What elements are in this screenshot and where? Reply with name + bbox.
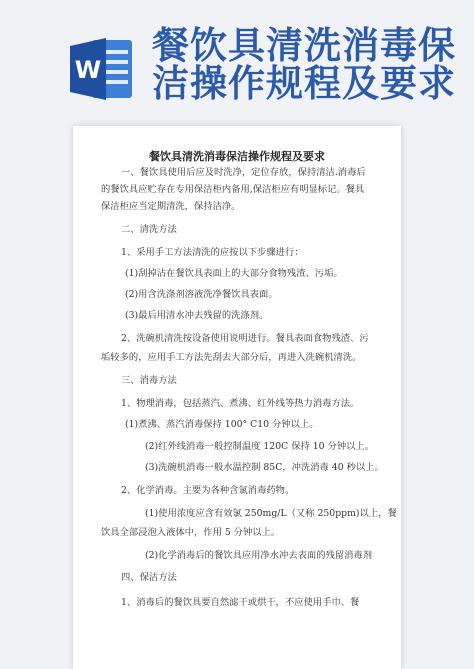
doc-line: 的餐饮具应贮存在专用保洁柜内备用,保洁柜应有明显标记。餐具: [101, 184, 365, 195]
doc-line: 一、餐饮具使用后应及时洗净，定位存放，保持清洁.消毒后: [121, 167, 366, 178]
doc-line: (2)红外线消毒一般控制温度 120C 保持 10 分钟以上。: [145, 441, 375, 452]
doc-line: 垢较多的，应用手工方法先刮去大部分后，再进入洗碗机清洗。: [101, 352, 362, 363]
document-page: [73, 126, 401, 669]
doc-line: 三、消毒方法: [121, 375, 177, 386]
banner-title-line-1: 餐饮具清洗消毒保: [152, 24, 456, 67]
doc-line: (1)煮沸、蒸汽消毒保持 100° C10 分钟以上。: [125, 419, 319, 430]
doc-line: 1、物理消毒，包括蒸汽、煮沸、红外线等热力消毒方法。: [121, 398, 360, 409]
doc-line: (3)洗碗机消毒一般水温控制 85C，冲洗消毒 40 秒以上。: [145, 462, 384, 473]
doc-line: 1、采用手工方法清洗的应按以下步骤进行：: [121, 247, 304, 258]
doc-line: (1)使用浓度应含有效氯 250mg/L（又称 250ppm)以上，餐: [145, 508, 397, 519]
doc-line: 二、清洗方法: [121, 224, 177, 235]
doc-line: (3)最后用清水冲去残留的洗涤剂。: [125, 310, 269, 321]
doc-line: 保洁柜应当定期清洗，保持洁净。: [101, 201, 241, 212]
doc-line: (1)刮掉沾在餐饮具表面上的大部分食物残渣、污垢。: [125, 268, 343, 279]
banner-title-line-2: 洁操作规程及要求: [152, 62, 456, 105]
document-title: 餐饮具清洗消毒保洁操作规程及要求: [149, 150, 325, 163]
word-icon: [70, 34, 134, 104]
doc-line: 2、化学消毒。主要为各种含氯消毒药物。: [121, 485, 295, 496]
doc-line: 1、消毒后的餐饮具要自然滤干或烘干，不应使用手巾、餐: [121, 597, 360, 608]
doc-line: 饮具全部浸泡入液体中，作用 5 分钟以上。: [101, 527, 281, 538]
doc-line: 2、洗碗机清洗按设备使用说明进行。餐具表面食物残渣、污: [121, 333, 369, 344]
doc-line: (2)用含洗涤剂溶液洗净餐饮具表面。: [125, 289, 278, 300]
svg-text:W: W: [74, 56, 102, 84]
doc-line: (2)化学消毒后的餐饮具应用净水冲去表面的残留消毒剂: [145, 550, 372, 561]
doc-line: 四、保洁方法: [121, 572, 177, 583]
header-banner: [0, 0, 474, 118]
